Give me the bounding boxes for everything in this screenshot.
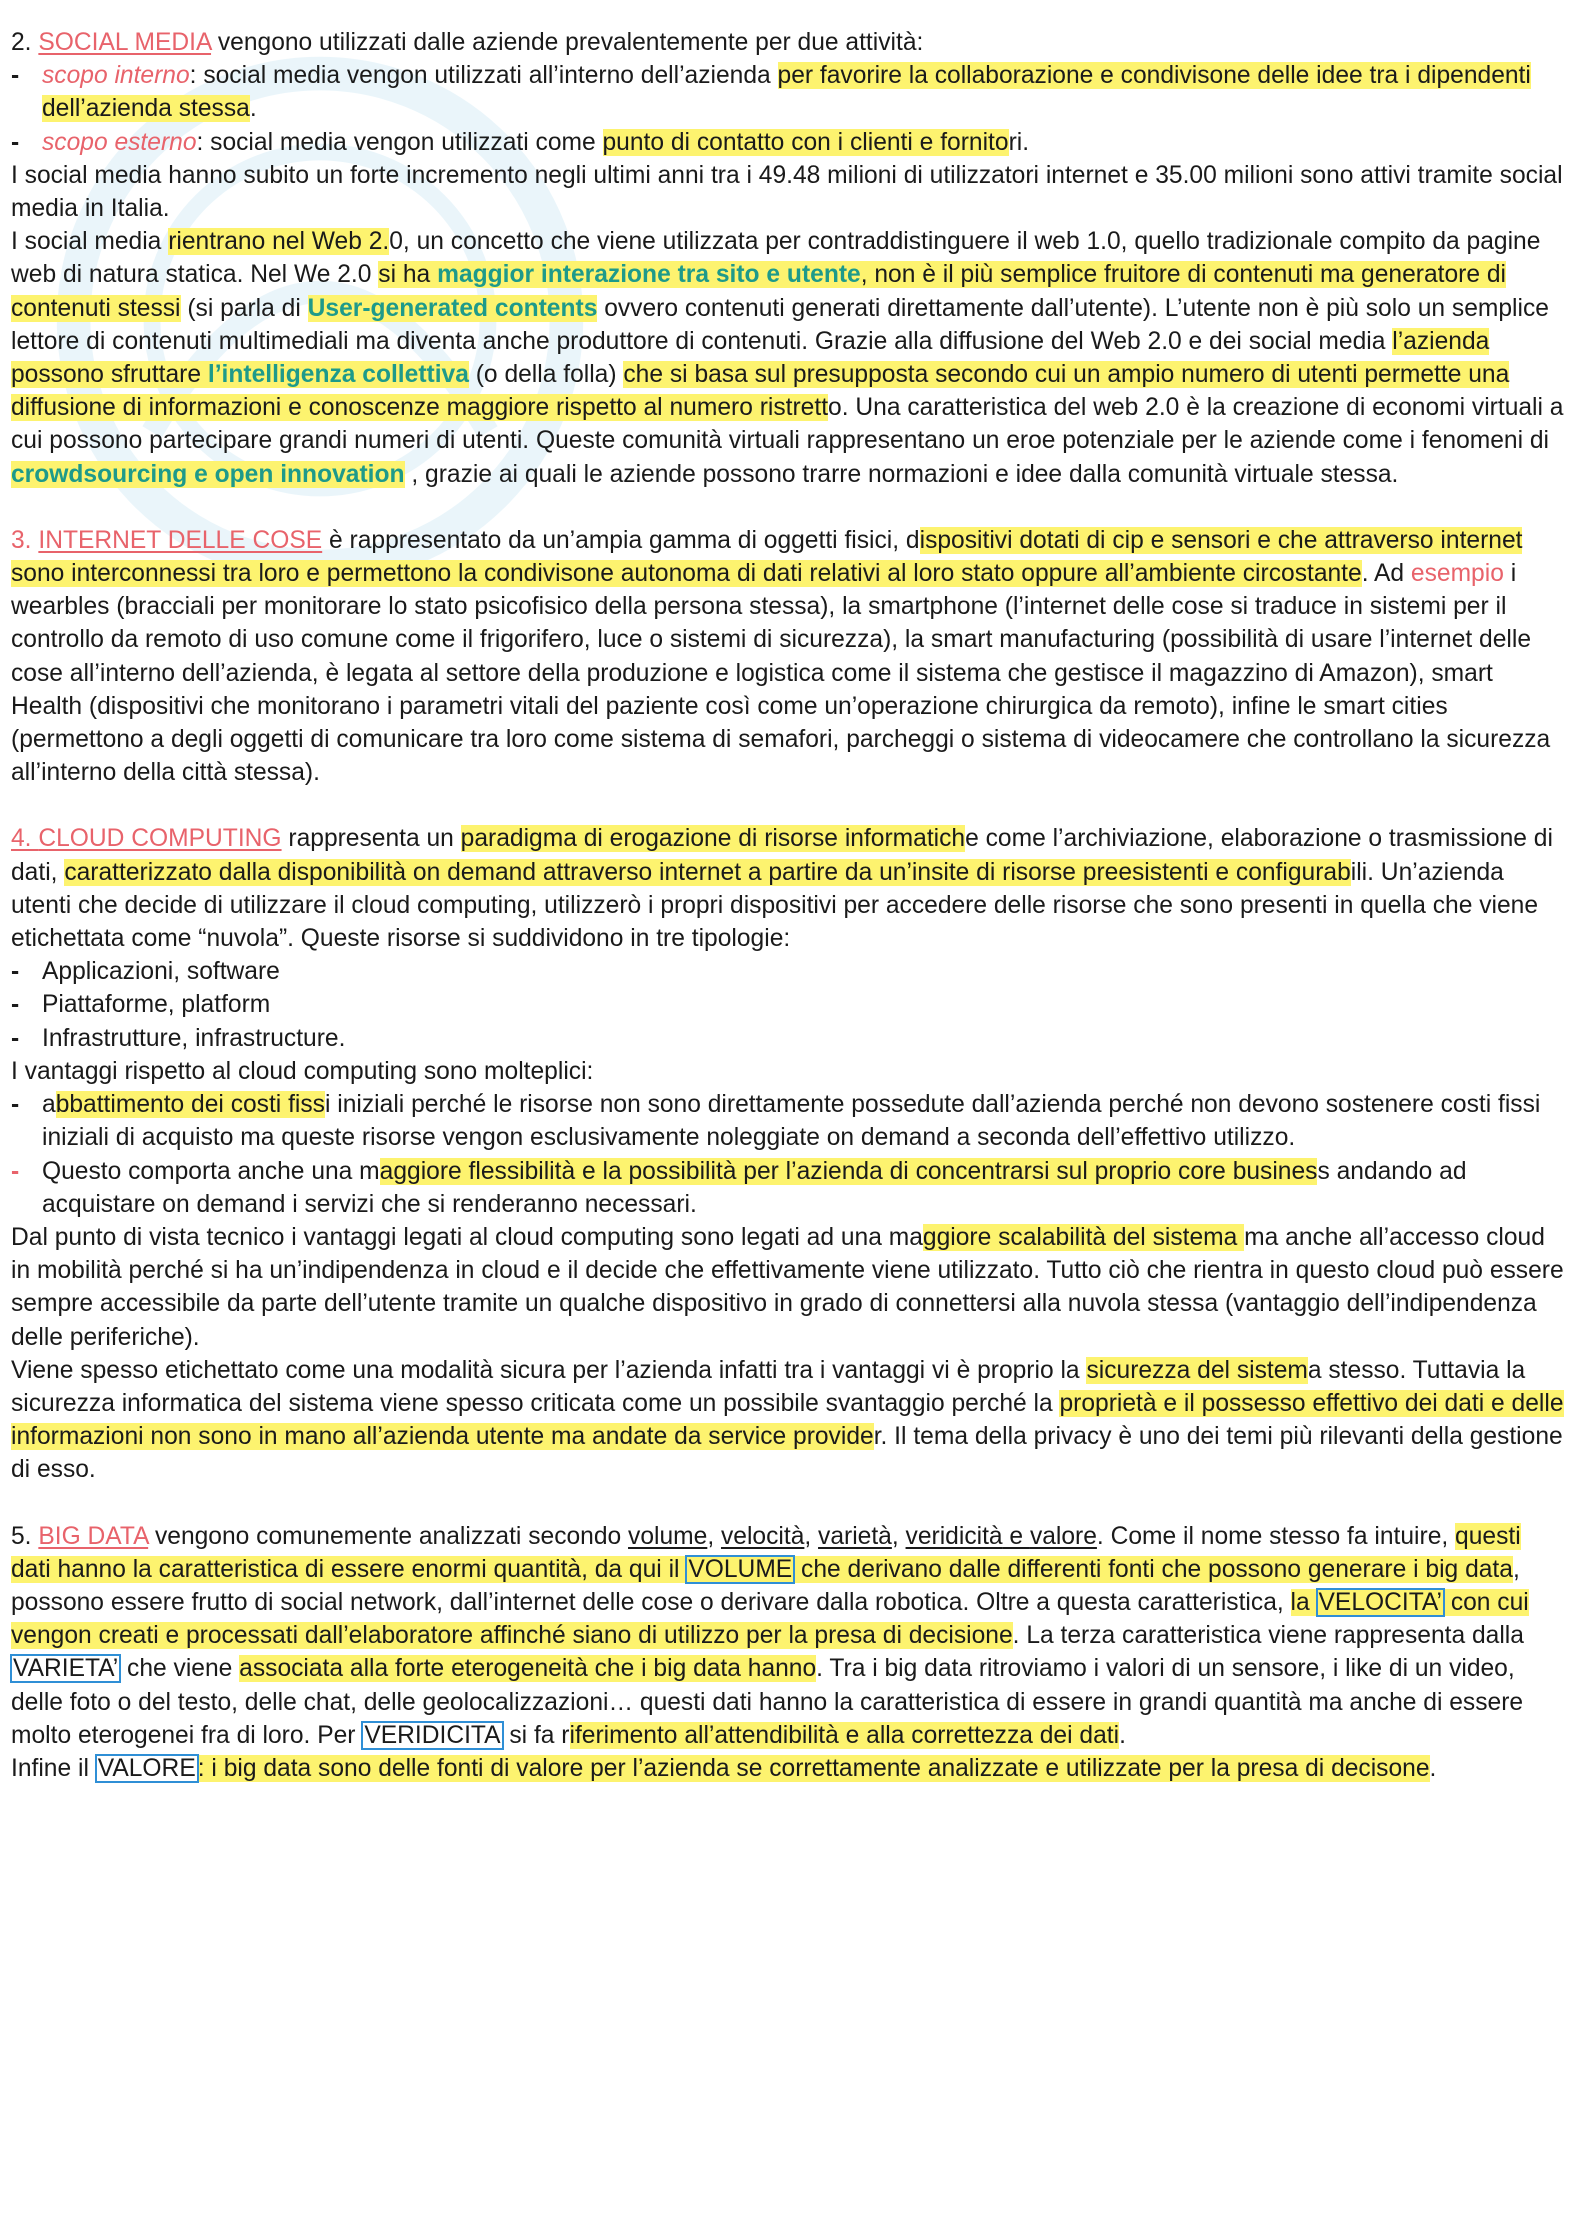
- text: 0, un concetto che viene utilizzata per contraddistinguere il web 1.0, quello tradizionale compito da pagine web di natura statica. Nel We 2.0: [11, 228, 1541, 289]
- text: i iniziali perché le risorse non sono direttamente possedute dall’azienda perché non devono sostenere costi fissi iniziali di acquisto ma queste risorse vengon esclusivamente noleggiate on demand a seconda dell’effettivo utilizzo.: [42, 1091, 1541, 1152]
- text: ovvero contenuti generati direttamente dall’utente). L’utente non è più solo un semplice lettore di contenuti multimediali ma diventa anche produttore di contenuti. Grazie alla diffusione del Web 2.0 e dei social media: [11, 294, 1549, 355]
- term-valore: valore: [1029, 1522, 1097, 1550]
- paragraph-sicurezza: [11, 1354, 1566, 1487]
- spacer: [11, 789, 1566, 822]
- boxed-term-volume: VOLUME: [688, 1555, 793, 1583]
- list-item-scopo-interno: [11, 59, 1566, 125]
- boxed-term-varieta: VARIETA’: [13, 1655, 119, 1683]
- highlight: la: [1290, 1588, 1317, 1616]
- text: ri.: [1008, 128, 1030, 156]
- text: si fa r: [502, 1721, 570, 1749]
- dash-bullet: -: [11, 958, 20, 986]
- iot-paragraph: [11, 524, 1566, 790]
- text: Questo comporta anche una m: [42, 1157, 380, 1185]
- text: . Come il nome stesso fa intuire,: [1096, 1522, 1456, 1550]
- term-veridicita: veridicità: [905, 1522, 1003, 1550]
- list-item-text: Infrastrutture, infrastructure.: [42, 1024, 346, 1052]
- text: , possono essere frutto di social network, dall’internet delle cose o derivare dalla robotica. Oltre a questa caratteristica,: [11, 1555, 1520, 1616]
- text: i wearbles (bracciali per monitorare lo stato psicofisico della persona stessa), la smartphone (l’internet delle cose si traduce in sistemi per il controllo da remoto di uso comune come il frigorifero, luce o sistemi di sicurezza), la smart manufacturing (possibilità di usare l’internet delle cose all’interno dell’azienda, è legata al settore della produzione e logistica come il sistema che gestisce il magazzino di Amazon), smart Health (dispositivi che monitorano i parametri vitali del paziente così come un’operazione chirurgica da remoto), infine le smart cities (permettono a degli oggetti di comunicare tra loro come sistema di semafori, parcheggi o sistema di videocamere che controllano la sicurezza all’interno della città stessa).: [11, 560, 1551, 787]
- section-title-cloud-computing: CLOUD COMPUTING: [38, 825, 282, 853]
- list-item-piattaforme: [11, 988, 1566, 1021]
- highlight: rientrano nel Web 2.: [168, 228, 390, 256]
- text: vengono utilizzati dalle aziende prevalentemente per due attività:: [211, 29, 924, 56]
- text: .: [1119, 1721, 1126, 1749]
- dash-bullet: -: [11, 1024, 20, 1052]
- text: vengono comunemente analizzati secondo: [148, 1522, 629, 1550]
- text: . Tra i big data ritroviamo i valori di un sensore, i like di un video, delle foto o del testo, delle chat, delle geolocalizzazioni… questi dati hanno la caratteristica di essere in grandi quantità ma anche di essere molto eterogenei fra di loro. Per: [11, 1655, 1524, 1749]
- text: è rappresentato da un’ampia gamma di oggetti fisici, d: [322, 526, 920, 554]
- highlight: si ha: [378, 261, 438, 289]
- dash-bullet: -: [11, 128, 20, 156]
- term-velocita: velocità: [720, 1522, 805, 1550]
- paragraph-web20: [11, 225, 1566, 491]
- text: ma anche all’accesso cloud in mobilità perché si ha un’indipendenza in cloud e il decide che effettivamente viene utilizzato. Tutto ciò che rientra in questo cloud può essere sempre accessibile da parte dell’utente tramite un qualche dispositivo in grado di connettersi alla nuvola stessa (vantaggio dell’indipendenza delle periferiche).: [11, 1223, 1564, 1351]
- text: . La terza caratteristica viene rappresenta dalla: [1012, 1622, 1524, 1650]
- cloud-paragraph: [11, 822, 1566, 955]
- social-heading: [11, 26, 1566, 59]
- text: . Ad: [1361, 560, 1411, 588]
- text: ,: [707, 1522, 721, 1550]
- highlight: ispositivi dotati di cip e sensori e che attraverso internet sono interconnessi tra loro e permettono la condivisone autonoma di dati relativi al loro stato oppure all’ambiente circostante: [11, 526, 1523, 588]
- paragraph: I social media hanno subito un forte incremento negli ultimi anni tra i 49.48 milioni di utilizzatori internet e 35.00 milioni sono attivi tramite social media in Italia.: [11, 161, 1563, 223]
- keyword-highlight: User-generated contents: [307, 294, 598, 322]
- text: Viene spesso etichettato come una modalità sicura per l’azienda infatti tra i vantaggi vi è proprio la: [11, 1356, 1087, 1384]
- text: s andando ad acquistare on demand i servizi che si renderanno necessari.: [42, 1157, 1467, 1218]
- highlight: associata alla forte eterogeneità che i big data hanno: [239, 1655, 817, 1683]
- highlight: paradigma di erogazione di risorse informatich: [460, 825, 966, 853]
- text: : social media vengon utilizzati come: [196, 128, 603, 156]
- highlight: per favorire la collaborazione e condivisone delle idee tra i dipendenti dell’azienda stessa: [42, 62, 1531, 123]
- list-item-costi-fissi: [11, 1088, 1566, 1154]
- section-number: 2.: [11, 29, 32, 56]
- text: che viene: [120, 1655, 240, 1683]
- highlight: : i big data sono delle fonti di valore per l’azienda se correttamente analizzate e utilizzate per la presa di decisone: [197, 1754, 1430, 1782]
- list-item-flessibilita: [11, 1155, 1566, 1221]
- list-item-scopo-esterno: [11, 126, 1566, 159]
- section-number: 3.: [11, 526, 32, 554]
- text: (si parla di: [180, 294, 308, 322]
- term-varieta: varietà: [818, 1522, 892, 1550]
- text: e come l’archiviazione, elaborazione o trasmissione di dati,: [11, 825, 1553, 886]
- highlight: con cui vengon creati e processati dall’elaboratore affinché siano di utilizzo per la presa di decisione: [11, 1588, 1529, 1650]
- text: , grazie ai quali le aziende possono trarre normazioni e idee dalla comunità virtuale stessa.: [404, 460, 1399, 488]
- text: Dal punto di vista tecnico i vantaggi legati al cloud computing sono legati ad una ma: [11, 1223, 923, 1251]
- dash-bullet: -: [11, 1091, 20, 1119]
- text: (o della folla): [468, 361, 624, 389]
- highlight: sicurezza del sistem: [1086, 1356, 1308, 1384]
- text: a stesso. Tuttavia la sicurezza informatica del sistema viene spesso criticata come un possibile svantaggio perché la: [11, 1356, 1526, 1417]
- keyword-highlight: l’intelligenza collettiva: [207, 361, 469, 389]
- dash-bullet: -: [11, 991, 20, 1019]
- paragraph: I vantaggi rispetto al cloud computing sono molteplici:: [11, 1057, 594, 1085]
- text: ,: [891, 1522, 906, 1550]
- bigdata-paragraph: [11, 1520, 1566, 1752]
- text: I social media: [11, 228, 169, 256]
- text: o. Una caratteristica del web 2.0 è la creazione di economi virtuali a cui possono partecipare grandi numeri di utenti. Queste comunità virtuali rappresentano un eroe potenziale per le aziende come i fenomeni di: [11, 394, 1564, 455]
- highlight: ggiore scalabilità del sistema: [922, 1223, 1245, 1251]
- section-title-social-media: SOCIAL MEDIA: [38, 29, 212, 56]
- highlight: , non è il più semplice fruitore di contenuti ma generatore di contenuti stessi: [11, 261, 1506, 322]
- highlight: punto di contatto con i clienti e fornito: [602, 128, 1009, 156]
- text: Infine il: [11, 1754, 96, 1782]
- dash-bullet: -: [11, 1157, 20, 1185]
- text: e: [1002, 1522, 1030, 1550]
- term-scopo-esterno: scopo esterno: [42, 128, 197, 156]
- term-scopo-interno: scopo interno: [42, 62, 190, 90]
- keyword-highlight: maggior interazione tra sito e utente: [437, 261, 861, 289]
- text: a: [42, 1091, 56, 1119]
- text: ili. Un’azienda utenti che decide di utilizzare il cloud computing, utilizzerò i propri dispositivi per accedere delle risorse che sono presenti in quella che viene etichettata come “nuvola”. Queste risorse si suddividono in tre tipologie:: [11, 858, 1538, 953]
- keyword-highlight: crowdsourcing e open innovation: [11, 460, 405, 488]
- highlight: proprietà e il possesso effettivo dei dati e delle informazioni non sono in mano all’azienda utente ma andate da service provide: [11, 1389, 1564, 1451]
- list-item-text: Applicazioni, software: [42, 958, 280, 986]
- boxed-term-valore: VALORE: [97, 1754, 196, 1782]
- highlight: questi dati hanno la caratteristica di essere enormi quantità, da qui il: [11, 1522, 1521, 1583]
- highlight: iferimento all’attendibilità e alla correttezza dei dati: [569, 1721, 1120, 1749]
- highlight: aggiore flessibilità e la possibilità per l’azienda di concentrarsi sul proprio core busines: [379, 1157, 1318, 1185]
- term-volume: volume: [628, 1522, 708, 1550]
- text: rappresenta un: [281, 825, 461, 853]
- boxed-term-veridicita: VERIDICITA: [364, 1721, 501, 1749]
- list-item-applicazioni: [11, 955, 1566, 988]
- dash-bullet: -: [11, 62, 20, 90]
- spacer: [11, 1487, 1566, 1520]
- list-item-text: Piattaforme, platform: [42, 991, 271, 1019]
- highlight: che derivano dalle differenti fonti che possono generare i big data: [794, 1555, 1513, 1583]
- text: r. Il tema della privacy è uno dei temi più rilevanti della gestione di esso.: [11, 1423, 1563, 1484]
- paragraph-scalabilita: [11, 1221, 1566, 1354]
- section-title-big-data: BIG DATA: [38, 1522, 149, 1550]
- highlight: caratterizzato dalla disponibilità on demand attraverso internet a partire da un’insite di risorse preesistenti e configurab: [64, 858, 1351, 886]
- text: .: [1429, 1754, 1437, 1782]
- highlight: l’azienda possono sfruttare: [11, 327, 1490, 389]
- section-title-internet-delle-cose: INTERNET DELLE COSE: [38, 526, 323, 554]
- boxed-term-velocita: VELOCITA’: [1318, 1588, 1442, 1616]
- list-item-infrastrutture: [11, 1022, 1566, 1055]
- text: : social media vengon utilizzati all’interno dell’azienda: [189, 62, 778, 90]
- text: ,: [804, 1522, 819, 1550]
- section-number: 4.: [11, 825, 39, 853]
- text: .: [249, 95, 257, 123]
- section-number: 5.: [11, 1522, 39, 1550]
- document-page: [11, 26, 1566, 1785]
- spacer: [11, 491, 1566, 524]
- highlight: bbattimento dei costi fiss: [55, 1091, 325, 1119]
- highlight: che si basa sul presupposta secondo cui un ampio numero di utenti permette una diffusione di informazioni e conoscenze maggiore rispetto al numero ristrett: [11, 361, 1510, 422]
- term-esempio: esempio: [1410, 560, 1504, 588]
- paragraph-valore: [11, 1752, 1566, 1785]
